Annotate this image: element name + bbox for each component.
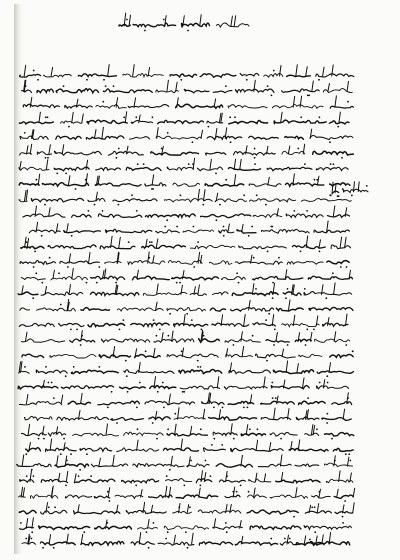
diacritic-dot bbox=[186, 313, 188, 315]
diacritic-dot bbox=[153, 522, 155, 524]
diacritic-dot bbox=[47, 157, 49, 159]
diacritic-dot bbox=[71, 235, 73, 237]
diacritic-dot bbox=[111, 391, 113, 393]
diacritic-dot bbox=[233, 344, 235, 346]
diacritic-dot bbox=[346, 266, 348, 268]
diacritic-dot bbox=[43, 438, 45, 440]
diacritic-dot bbox=[163, 407, 165, 409]
diacritic-dot bbox=[187, 547, 189, 549]
diacritic-dot bbox=[319, 251, 321, 253]
diacritic-dot bbox=[233, 438, 235, 440]
diacritic-dot bbox=[26, 241, 28, 243]
diacritic-dot bbox=[287, 344, 289, 346]
diacritic-dot bbox=[36, 179, 38, 181]
diacritic-dot bbox=[268, 313, 270, 315]
diacritic-dot bbox=[193, 266, 195, 268]
diacritic-dot bbox=[344, 500, 346, 502]
diacritic-dot bbox=[34, 251, 36, 253]
diacritic-dot bbox=[249, 428, 251, 430]
diacritic-dot bbox=[203, 335, 205, 337]
diacritic-dot bbox=[25, 453, 27, 455]
diacritic-dot bbox=[251, 226, 253, 228]
diacritic-dot bbox=[86, 79, 88, 81]
diacritic-dot bbox=[272, 397, 274, 399]
diacritic-dot bbox=[347, 101, 349, 103]
diacritic-dot bbox=[116, 422, 118, 424]
diacritic-dot bbox=[167, 531, 169, 533]
diacritic-dot bbox=[341, 157, 343, 159]
diacritic-dot bbox=[42, 547, 44, 549]
diacritic-dot bbox=[163, 19, 165, 21]
diacritic-dot bbox=[53, 397, 55, 399]
diacritic-dot bbox=[105, 85, 107, 87]
diacritic-dot bbox=[103, 79, 105, 81]
diacritic-dot bbox=[197, 366, 199, 368]
diacritic-dot bbox=[33, 70, 35, 72]
diacritic-dot bbox=[230, 141, 232, 143]
diacritic-dot bbox=[293, 516, 295, 518]
diacritic-dot bbox=[304, 288, 306, 290]
diacritic-dot bbox=[33, 475, 35, 477]
diacritic-dot bbox=[316, 179, 318, 181]
diacritic-dot bbox=[165, 538, 167, 540]
diacritic-dot bbox=[106, 522, 108, 524]
diacritic-dot bbox=[45, 366, 47, 368]
diacritic-dot bbox=[116, 157, 118, 159]
diacritic-dot bbox=[125, 360, 127, 362]
diacritic-dot bbox=[254, 148, 256, 150]
diacritic-dot bbox=[197, 360, 199, 362]
diacritic-dot bbox=[49, 257, 51, 259]
diacritic-dot bbox=[123, 116, 125, 118]
diacritic-dot bbox=[265, 204, 267, 206]
diacritic-dot bbox=[347, 397, 349, 399]
diacritic-dot bbox=[352, 350, 354, 352]
diacritic-dot bbox=[166, 475, 168, 477]
diacritic-dot bbox=[75, 188, 77, 190]
diacritic-dot bbox=[331, 438, 333, 440]
diacritic-dot bbox=[270, 538, 272, 540]
diacritic-dot bbox=[184, 485, 186, 487]
diacritic-dot bbox=[222, 407, 224, 409]
diacritic-dot bbox=[191, 319, 193, 321]
diacritic-dot bbox=[243, 407, 245, 409]
diacritic-dot bbox=[345, 453, 347, 455]
diacritic-dot bbox=[274, 329, 276, 331]
diacritic-dot bbox=[86, 282, 88, 284]
diacritic-dot bbox=[65, 375, 67, 377]
diacritic-dot bbox=[314, 179, 316, 181]
diacritic-dot bbox=[166, 219, 168, 221]
diacritic-dot bbox=[309, 539, 311, 541]
manuscript-image bbox=[14, 4, 370, 554]
diacritic-dot bbox=[213, 438, 215, 440]
diacritic-dot bbox=[45, 116, 47, 118]
diacritic-dot bbox=[216, 219, 218, 221]
diacritic-dot bbox=[144, 30, 146, 32]
diacritic-dot bbox=[178, 506, 180, 508]
diacritic-dot bbox=[238, 282, 240, 284]
diacritic-dot bbox=[190, 460, 192, 462]
diacritic-dot bbox=[345, 344, 347, 346]
diacritic-dot bbox=[330, 194, 332, 196]
diacritic-dot bbox=[48, 382, 50, 384]
diacritic-dot bbox=[273, 70, 275, 72]
diacritic-dot bbox=[247, 407, 249, 409]
diacritic-dot bbox=[68, 126, 70, 128]
diacritic-dot bbox=[289, 538, 291, 540]
diacritic-dot bbox=[128, 241, 130, 243]
diacritic-dot bbox=[342, 516, 344, 518]
diacritic-dot bbox=[102, 101, 104, 103]
diacritic-dot bbox=[200, 366, 202, 368]
diacritic-dot bbox=[169, 313, 171, 315]
diacritic-dot bbox=[240, 485, 242, 487]
diacritic-dot bbox=[168, 335, 170, 337]
diacritic-dot bbox=[32, 297, 34, 299]
diacritic-dot bbox=[20, 522, 22, 524]
diacritic-dot bbox=[180, 194, 182, 196]
diacritic-dot bbox=[319, 116, 321, 118]
manuscript-page bbox=[14, 4, 370, 554]
diacritic-dot bbox=[348, 453, 350, 455]
diacritic-dot bbox=[149, 241, 151, 243]
diacritic-dot bbox=[96, 282, 98, 284]
diacritic-dot bbox=[306, 329, 308, 331]
diacritic-dot bbox=[219, 204, 221, 206]
diacritic-dot bbox=[327, 413, 329, 415]
diacritic-dot bbox=[159, 329, 161, 331]
diacritic-dot bbox=[208, 126, 210, 128]
diacritic-dot bbox=[176, 226, 178, 228]
diacritic-dot bbox=[127, 391, 129, 393]
diacritic-dot bbox=[73, 366, 75, 368]
diacritic-dot bbox=[197, 241, 199, 243]
diacritic-dot bbox=[236, 272, 238, 274]
diacritic-dot bbox=[157, 391, 159, 393]
diacritic-dot bbox=[213, 407, 215, 409]
diacritic-dot bbox=[188, 163, 190, 165]
diacritic-dot bbox=[318, 79, 320, 81]
diacritic-dot bbox=[278, 257, 280, 259]
diacritic-dot bbox=[102, 210, 104, 212]
diacritic-dot bbox=[35, 272, 37, 274]
diacritic-dot bbox=[287, 288, 289, 290]
diacritic-dot bbox=[326, 422, 328, 424]
diacritic-dot bbox=[200, 485, 202, 487]
diacritic-dot bbox=[41, 235, 43, 237]
diacritic-dot bbox=[79, 469, 81, 471]
diacritic-dot bbox=[156, 438, 158, 440]
diacritic-dot bbox=[152, 116, 154, 118]
diacritic-dot bbox=[304, 163, 306, 165]
diacritic-dot bbox=[265, 319, 267, 321]
diacritic-dot bbox=[330, 163, 332, 165]
diacritic-dot bbox=[54, 506, 56, 508]
diacritic-dot bbox=[256, 194, 258, 196]
diacritic-dot bbox=[85, 179, 87, 181]
diacritic-dot bbox=[319, 382, 321, 384]
diacritic-dot bbox=[255, 288, 257, 290]
diacritic-dot bbox=[152, 422, 154, 424]
diacritic-dot bbox=[252, 335, 254, 337]
diacritic-dot bbox=[135, 116, 137, 118]
diacritic-dot bbox=[76, 329, 78, 331]
diacritic-dot bbox=[185, 531, 187, 533]
diacritic-dot bbox=[225, 179, 227, 181]
diacritic-dot bbox=[107, 407, 109, 409]
diacritic-dot bbox=[193, 226, 195, 228]
diacritic-dot bbox=[183, 391, 185, 393]
diacritic-dot bbox=[70, 453, 72, 455]
diacritic-dot bbox=[169, 469, 171, 471]
binding-gutter bbox=[14, 4, 24, 554]
diacritic-dot bbox=[156, 335, 158, 337]
diacritic-dot bbox=[349, 460, 351, 462]
diacritic-dot bbox=[70, 329, 72, 331]
diacritic-dot bbox=[313, 329, 315, 331]
diacritic-dot bbox=[332, 272, 334, 274]
diacritic-dot bbox=[151, 241, 153, 243]
diacritic-dot bbox=[41, 282, 43, 284]
diacritic-dot bbox=[113, 85, 115, 87]
diacritic-dot bbox=[248, 491, 250, 493]
diacritic-dot bbox=[254, 157, 256, 159]
diacritic-dot bbox=[297, 148, 299, 150]
diacritic-dot bbox=[136, 210, 138, 212]
diacritic-dot bbox=[24, 132, 26, 134]
diacritic-dot bbox=[234, 116, 236, 118]
diacritic-dot bbox=[187, 30, 189, 32]
diacritic-dot bbox=[24, 366, 26, 368]
diacritic-dot bbox=[81, 335, 83, 337]
diacritic-dot bbox=[267, 85, 269, 87]
diacritic-dot bbox=[135, 485, 137, 487]
diacritic-dot bbox=[192, 163, 194, 165]
diacritic-dot bbox=[246, 79, 248, 81]
diacritic-dot bbox=[167, 428, 169, 430]
diacritic-dot bbox=[98, 266, 100, 268]
diacritic-dot bbox=[272, 282, 274, 284]
diacritic-dot bbox=[257, 428, 259, 430]
diacritic-dot bbox=[329, 141, 331, 143]
diacritic-dot bbox=[243, 194, 245, 196]
diacritic-dot bbox=[325, 297, 327, 299]
diacritic-dot bbox=[56, 173, 58, 175]
diacritic-dot bbox=[272, 297, 274, 299]
diacritic-dot bbox=[148, 257, 150, 259]
diacritic-dot bbox=[314, 531, 316, 533]
diacritic-dot bbox=[326, 375, 328, 377]
diacritic-dot bbox=[148, 547, 150, 549]
diacritic-dot bbox=[33, 266, 35, 268]
diacritic-dot bbox=[31, 538, 33, 540]
diacritic-dot bbox=[58, 272, 60, 274]
diacritic-dot bbox=[136, 407, 138, 409]
diacritic-dot bbox=[181, 350, 183, 352]
diacritic-dot bbox=[340, 266, 342, 268]
diacritic-dot bbox=[221, 444, 223, 446]
diacritic-dot bbox=[94, 204, 96, 206]
diacritic-dot bbox=[275, 397, 277, 399]
diacritic-dot bbox=[137, 163, 139, 165]
diacritic-dot bbox=[99, 366, 101, 368]
diacritic-dot bbox=[232, 491, 234, 493]
diacritic-dot bbox=[189, 506, 191, 508]
diacritic-dot bbox=[162, 382, 164, 384]
diacritic-dot bbox=[60, 453, 62, 455]
diacritic-dot bbox=[146, 531, 148, 533]
diacritic-dot bbox=[306, 210, 308, 212]
diacritic-dot bbox=[308, 95, 310, 97]
diacritic-dot bbox=[83, 531, 85, 533]
diacritic-dot bbox=[118, 204, 120, 206]
diacritic-dot bbox=[51, 382, 53, 384]
diacritic-dot bbox=[48, 506, 50, 508]
diacritic-dot bbox=[167, 132, 169, 134]
diacritic-dot bbox=[316, 428, 318, 430]
diacritic-dot bbox=[273, 344, 275, 346]
diacritic-dot bbox=[174, 413, 176, 415]
diacritic-dot bbox=[126, 19, 128, 21]
diacritic-dot bbox=[180, 79, 182, 81]
diacritic-dot bbox=[226, 475, 228, 477]
diacritic-dot bbox=[225, 522, 227, 524]
diacritic-dot bbox=[211, 444, 213, 446]
diacritic-dot bbox=[90, 475, 92, 477]
diacritic-dot bbox=[164, 226, 166, 228]
diacritic-dot bbox=[145, 350, 147, 352]
diacritic-dot bbox=[337, 126, 339, 128]
diacritic-dot bbox=[305, 344, 307, 346]
diacritic-dot bbox=[66, 460, 68, 462]
diacritic-dot bbox=[139, 382, 141, 384]
diacritic-dot bbox=[24, 85, 26, 87]
diacritic-dot bbox=[229, 116, 231, 118]
diacritic-dot bbox=[107, 491, 109, 493]
diacritic-dot bbox=[25, 538, 27, 540]
diacritic-dot bbox=[210, 475, 212, 477]
diacritic-dot bbox=[31, 531, 33, 533]
diacritic-dot bbox=[131, 194, 133, 196]
diacritic-dot bbox=[333, 163, 335, 165]
diacritic-dot bbox=[47, 116, 49, 118]
diacritic-dot bbox=[179, 282, 181, 284]
diacritic-dot bbox=[65, 485, 67, 487]
diacritic-dot bbox=[284, 538, 286, 540]
diacritic-dot bbox=[153, 319, 155, 321]
diacritic-dot bbox=[118, 148, 120, 150]
diacritic-dot bbox=[327, 382, 329, 384]
diacritic-dot bbox=[254, 163, 256, 165]
diacritic-dot bbox=[311, 506, 313, 508]
diacritic-dot bbox=[119, 329, 121, 331]
diacritic-dot bbox=[182, 391, 184, 393]
diacritic-dot bbox=[80, 344, 82, 346]
diacritic-dot bbox=[300, 116, 302, 118]
diacritic-dot bbox=[152, 188, 154, 190]
diacritic-dot bbox=[37, 79, 39, 81]
diacritic-dot bbox=[126, 375, 128, 377]
diacritic-dot bbox=[319, 491, 321, 493]
diacritic-dot bbox=[202, 204, 204, 206]
diacritic-dot bbox=[200, 428, 202, 430]
diacritic-dot bbox=[60, 304, 62, 306]
diacritic-dot bbox=[26, 475, 28, 477]
diacritic-dot bbox=[314, 506, 316, 508]
diacritic-dot bbox=[236, 491, 238, 493]
diacritic-dot bbox=[65, 173, 67, 175]
diacritic-dot bbox=[63, 438, 65, 440]
diacritic-dot bbox=[38, 438, 40, 440]
diacritic-dot bbox=[45, 157, 47, 159]
diacritic-dot bbox=[307, 397, 309, 399]
diacritic-dot bbox=[293, 210, 295, 212]
diacritic-dot bbox=[225, 85, 227, 87]
diacritic-dot bbox=[253, 257, 255, 259]
diacritic-dot bbox=[271, 226, 273, 228]
diacritic-dot bbox=[86, 453, 88, 455]
diacritic-dot bbox=[280, 438, 282, 440]
diacritic-dot bbox=[109, 500, 111, 502]
diacritic-dot bbox=[300, 251, 302, 253]
diacritic-dot bbox=[205, 460, 207, 462]
diacritic-dot bbox=[285, 297, 287, 299]
diacritic-dot bbox=[78, 475, 80, 477]
diacritic-dot bbox=[266, 360, 268, 362]
diacritic-dot bbox=[223, 235, 225, 237]
diacritic-dot bbox=[215, 173, 217, 175]
diacritic-dot bbox=[63, 85, 65, 87]
diacritic-dot bbox=[88, 210, 90, 212]
diacritic-dot bbox=[67, 266, 69, 268]
diacritic-dot bbox=[123, 319, 125, 321]
diacritic-dot bbox=[271, 95, 273, 97]
diacritic-dot bbox=[267, 251, 269, 253]
diacritic-dot bbox=[223, 226, 225, 228]
diacritic-dot bbox=[342, 522, 344, 524]
diacritic-dot bbox=[137, 428, 139, 430]
diacritic-dot bbox=[143, 163, 145, 165]
diacritic-dot bbox=[334, 460, 336, 462]
diacritic-dot bbox=[192, 141, 194, 143]
diacritic-dot bbox=[248, 235, 250, 237]
diacritic-dot bbox=[115, 282, 117, 284]
diacritic-dot bbox=[44, 204, 46, 206]
diacritic-dot bbox=[161, 148, 163, 150]
diacritic-dot bbox=[53, 547, 55, 549]
diacritic-dot bbox=[176, 282, 178, 284]
diacritic-dot bbox=[226, 531, 228, 533]
diacritic-dot bbox=[271, 382, 273, 384]
